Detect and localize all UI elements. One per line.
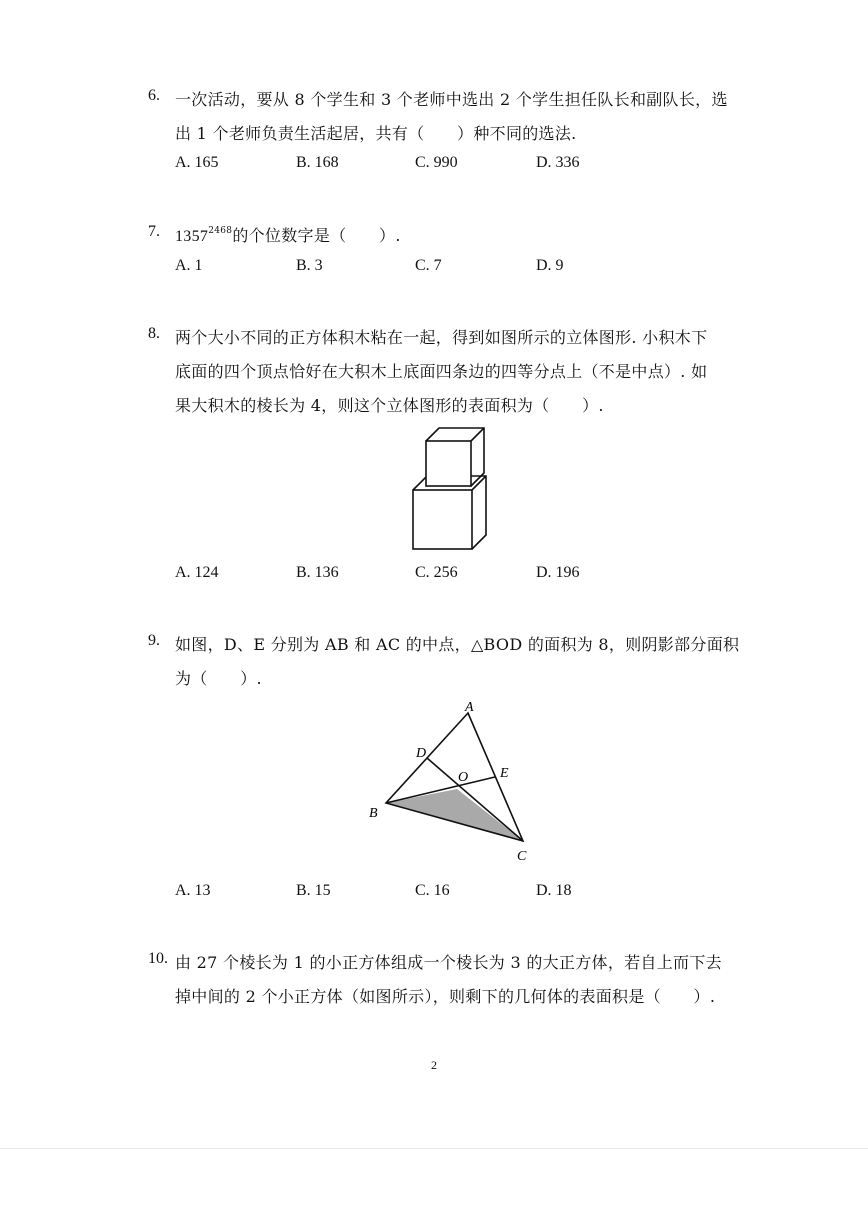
question-text-line: 底面的四个顶点恰好在大积木上底面四条边的四等分点上（不是中点）. 如	[175, 362, 708, 381]
question-text-line: 一次活动，要从 8 个学生和 3 个老师中选出 2 个学生担任队长和副队长，选	[175, 90, 728, 109]
large-cube-front-face	[413, 490, 472, 549]
page-divider	[0, 1148, 868, 1149]
question-text-line: 为（ ）.	[175, 669, 262, 688]
option-d: D. 9	[536, 257, 564, 274]
option-c: C. 256	[415, 564, 458, 581]
option-c: C. 990	[415, 154, 458, 171]
small-cube-edge	[471, 428, 484, 441]
question-text-line: 由 27 个棱长为 1 的小正方体组成一个棱长为 3 的大正方体，若自上而下去	[175, 953, 722, 972]
label-b: B	[369, 806, 378, 821]
label-c: C	[517, 849, 527, 864]
page-number: 2	[431, 1058, 437, 1072]
option-b: B. 15	[296, 882, 331, 899]
option-b: B. 3	[296, 257, 323, 274]
question-text-line: 掉中间的 2 个小正方体（如图所示），则剩下的几何体的表面积是（ ）.	[175, 987, 716, 1006]
question-text-line: 果大积木的棱长为 4，则这个立体图形的表面积为（ ）.	[175, 396, 604, 415]
option-a: A. 124	[175, 564, 219, 581]
shaded-triangle-boc	[386, 789, 523, 841]
label-a: A	[465, 700, 474, 715]
option-a: A. 1	[175, 257, 203, 274]
question-number: 9.	[148, 632, 160, 649]
label-e: E	[500, 766, 509, 781]
power-base: 1357	[175, 228, 209, 245]
option-b: B. 136	[296, 564, 339, 581]
power-exponent: 2468	[208, 226, 233, 236]
question-text-line: 两个大小不同的正方体积木粘在一起，得到如图所示的立体图形. 小积木下	[175, 328, 708, 347]
question-number: 6.	[148, 87, 160, 104]
option-c: C. 7	[415, 257, 442, 274]
question-text-line: 如图，D、E 分别为 AB 和 AC 的中点，△BOD 的面积为 8，则阴影部分面积	[175, 635, 740, 654]
option-a: A. 165	[175, 154, 219, 171]
label-o: O	[458, 770, 469, 785]
question-text-after: 的个位数字是（ ）.	[232, 226, 401, 245]
question-number: 10.	[148, 950, 168, 967]
option-c: C. 16	[415, 882, 450, 899]
question-text-line	[175, 223, 401, 246]
question-number: 7.	[148, 223, 160, 240]
label-d: D	[416, 746, 427, 761]
small-cube-front-face	[426, 441, 471, 486]
option-d: D. 196	[536, 564, 580, 581]
option-d: D. 18	[536, 882, 572, 899]
question-number: 8.	[148, 325, 160, 342]
option-b: B. 168	[296, 154, 339, 171]
question-text-line: 出 1 个老师负责生活起居，共有（ ）种不同的选法.	[175, 124, 577, 143]
triangle-figure	[360, 695, 540, 870]
option-a: A. 13	[175, 882, 211, 899]
stacked-cubes-figure	[400, 420, 500, 555]
option-d: D. 336	[536, 154, 580, 171]
